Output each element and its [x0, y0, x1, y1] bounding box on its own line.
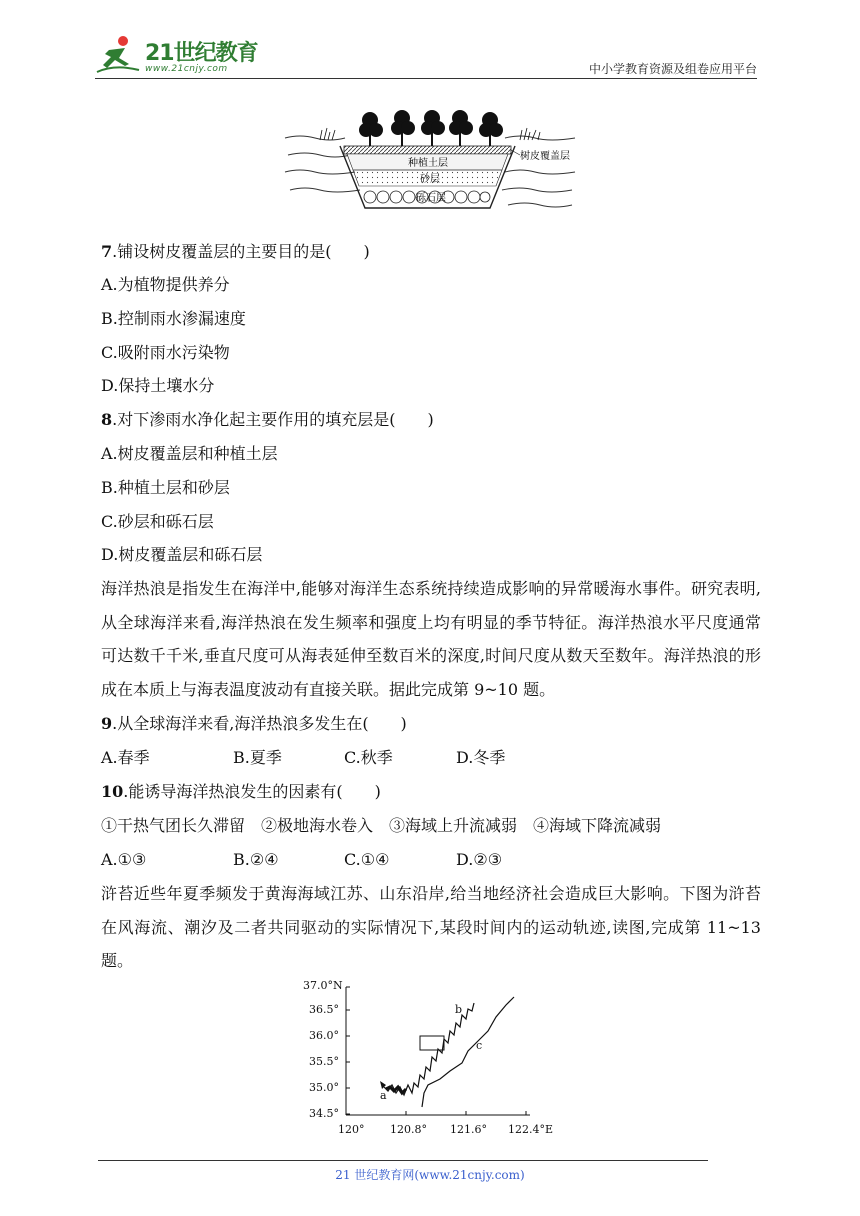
x-tick-label: 120°: [338, 1123, 365, 1136]
y-tick-label: 37.0°N: [303, 979, 343, 992]
question-7-stem: [101, 241, 370, 263]
q9-option-d: D.冬季: [456, 748, 506, 767]
q10-option-d: D.②③: [456, 850, 503, 869]
q7-option-a: A.为植物提供养分: [101, 275, 230, 294]
q10-items: ①干热气团长久滞留 ②极地海水卷入 ③海域上升流减弱 ④海域下降流减弱: [101, 816, 662, 835]
highlight-box: [420, 1036, 444, 1050]
question-text: .能诱导海洋热浪发生的因素有( ): [123, 782, 381, 801]
header-platform-text: 中小学教育资源及组卷应用平台: [588, 62, 757, 76]
q8-option-d: D.树皮覆盖层和砾石层: [101, 545, 263, 564]
site-logo: [95, 34, 265, 76]
q9-option-c: C.秋季: [344, 748, 393, 767]
question-text: .铺设树皮覆盖层的主要目的是( ): [112, 242, 370, 261]
rain-garden-diagram: [280, 100, 580, 220]
page-header: [95, 30, 757, 80]
x-tick-label: 122.4°E: [508, 1123, 554, 1136]
q9-option-a: A.春季: [101, 748, 150, 767]
logo-text: 21世纪教育: [145, 41, 258, 66]
q10-options: [101, 849, 502, 871]
q7-option-d: D.保持土壤水分: [101, 376, 215, 395]
question-10-stem: [101, 781, 381, 803]
footer-text: 21 世纪教育网(www.21cnjy.com): [335, 1168, 525, 1182]
y-tick-label: 36.5°: [309, 1003, 339, 1016]
q7-option-b: B.控制雨水渗漏速度: [101, 309, 246, 328]
y-tick-label: 35.0°: [309, 1081, 339, 1094]
q8-option-a: A.树皮覆盖层和种植土层: [101, 444, 278, 463]
runner-logo-icon: [95, 34, 143, 76]
passage-enteromorpha: 浒苔近些年夏季频发于黄海海域江苏、山东沿岸,给当地经济社会造成巨大影响。下图为浒苔在风海流、潮汐及二者共同驱动的实际情况下,某段时间内的运动轨迹,读图,完成第 11~13 题。: [101, 884, 761, 971]
label-sand: 砂层: [420, 174, 440, 185]
label-planting-soil: 种植土层: [408, 158, 448, 169]
coastline: [422, 997, 514, 1107]
plants: [359, 110, 503, 146]
q7-option-c: C.吸附雨水污染物: [101, 343, 230, 362]
label-bark-cover: 树皮覆盖层: [520, 151, 570, 162]
label-gravel: 砾石层: [416, 193, 446, 204]
question-text: .对下渗雨水净化起主要作用的填充层是( ): [112, 410, 434, 429]
coast-label-c: c: [476, 1039, 483, 1052]
footer-divider: [98, 1160, 708, 1161]
track-label-b: b: [455, 1003, 463, 1016]
question-number: 10: [101, 782, 124, 801]
enteromorpha-track-map: [300, 975, 560, 1140]
question-number: 7: [101, 242, 113, 261]
q8-option-c: C.砂层和砾石层: [101, 512, 214, 531]
enteromorpha-track: [384, 1003, 474, 1095]
q8-option-b: B.种植土层和砂层: [101, 478, 230, 497]
q10-option-c: C.①④: [344, 850, 390, 869]
y-tick-label: 34.5°: [309, 1107, 339, 1120]
x-tick-label: 120.8°: [390, 1123, 427, 1136]
logo-url: www.21cnjy.com: [145, 64, 228, 74]
track-label-a: a: [380, 1089, 387, 1102]
header-divider: [95, 78, 757, 79]
q9-option-b: B.夏季: [233, 748, 282, 767]
q10-option-b: B.②④: [233, 850, 279, 869]
question-8-stem: [101, 409, 434, 431]
y-tick-label: 36.0°: [309, 1029, 339, 1042]
q10-option-a: A.①③: [101, 850, 147, 869]
q9-options: [101, 747, 505, 769]
question-number: 9: [101, 714, 113, 733]
passage-marine-heatwave: 海洋热浪是指发生在海洋中,能够对海洋生态系统持续造成影响的异常暖海水事件。研究表明,从全球海洋来看,海洋热浪在发生频率和强度上均有明显的季节特征。海洋热浪水平尺度通常可达数千千米,垂直尺度可从海表延伸至数百米的深度,时间尺度从数天至数年。海洋热浪的形成在本质上与海表温度波动有直接关联。据此完成第 9~10 题。: [101, 579, 761, 699]
y-tick-label: 35.5°: [309, 1055, 339, 1068]
question-number: 8: [101, 410, 113, 429]
x-tick-label: 121.6°: [450, 1123, 487, 1136]
question-text: .从全球海洋来看,海洋热浪多发生在( ): [112, 714, 407, 733]
question-9-stem: [101, 713, 407, 735]
